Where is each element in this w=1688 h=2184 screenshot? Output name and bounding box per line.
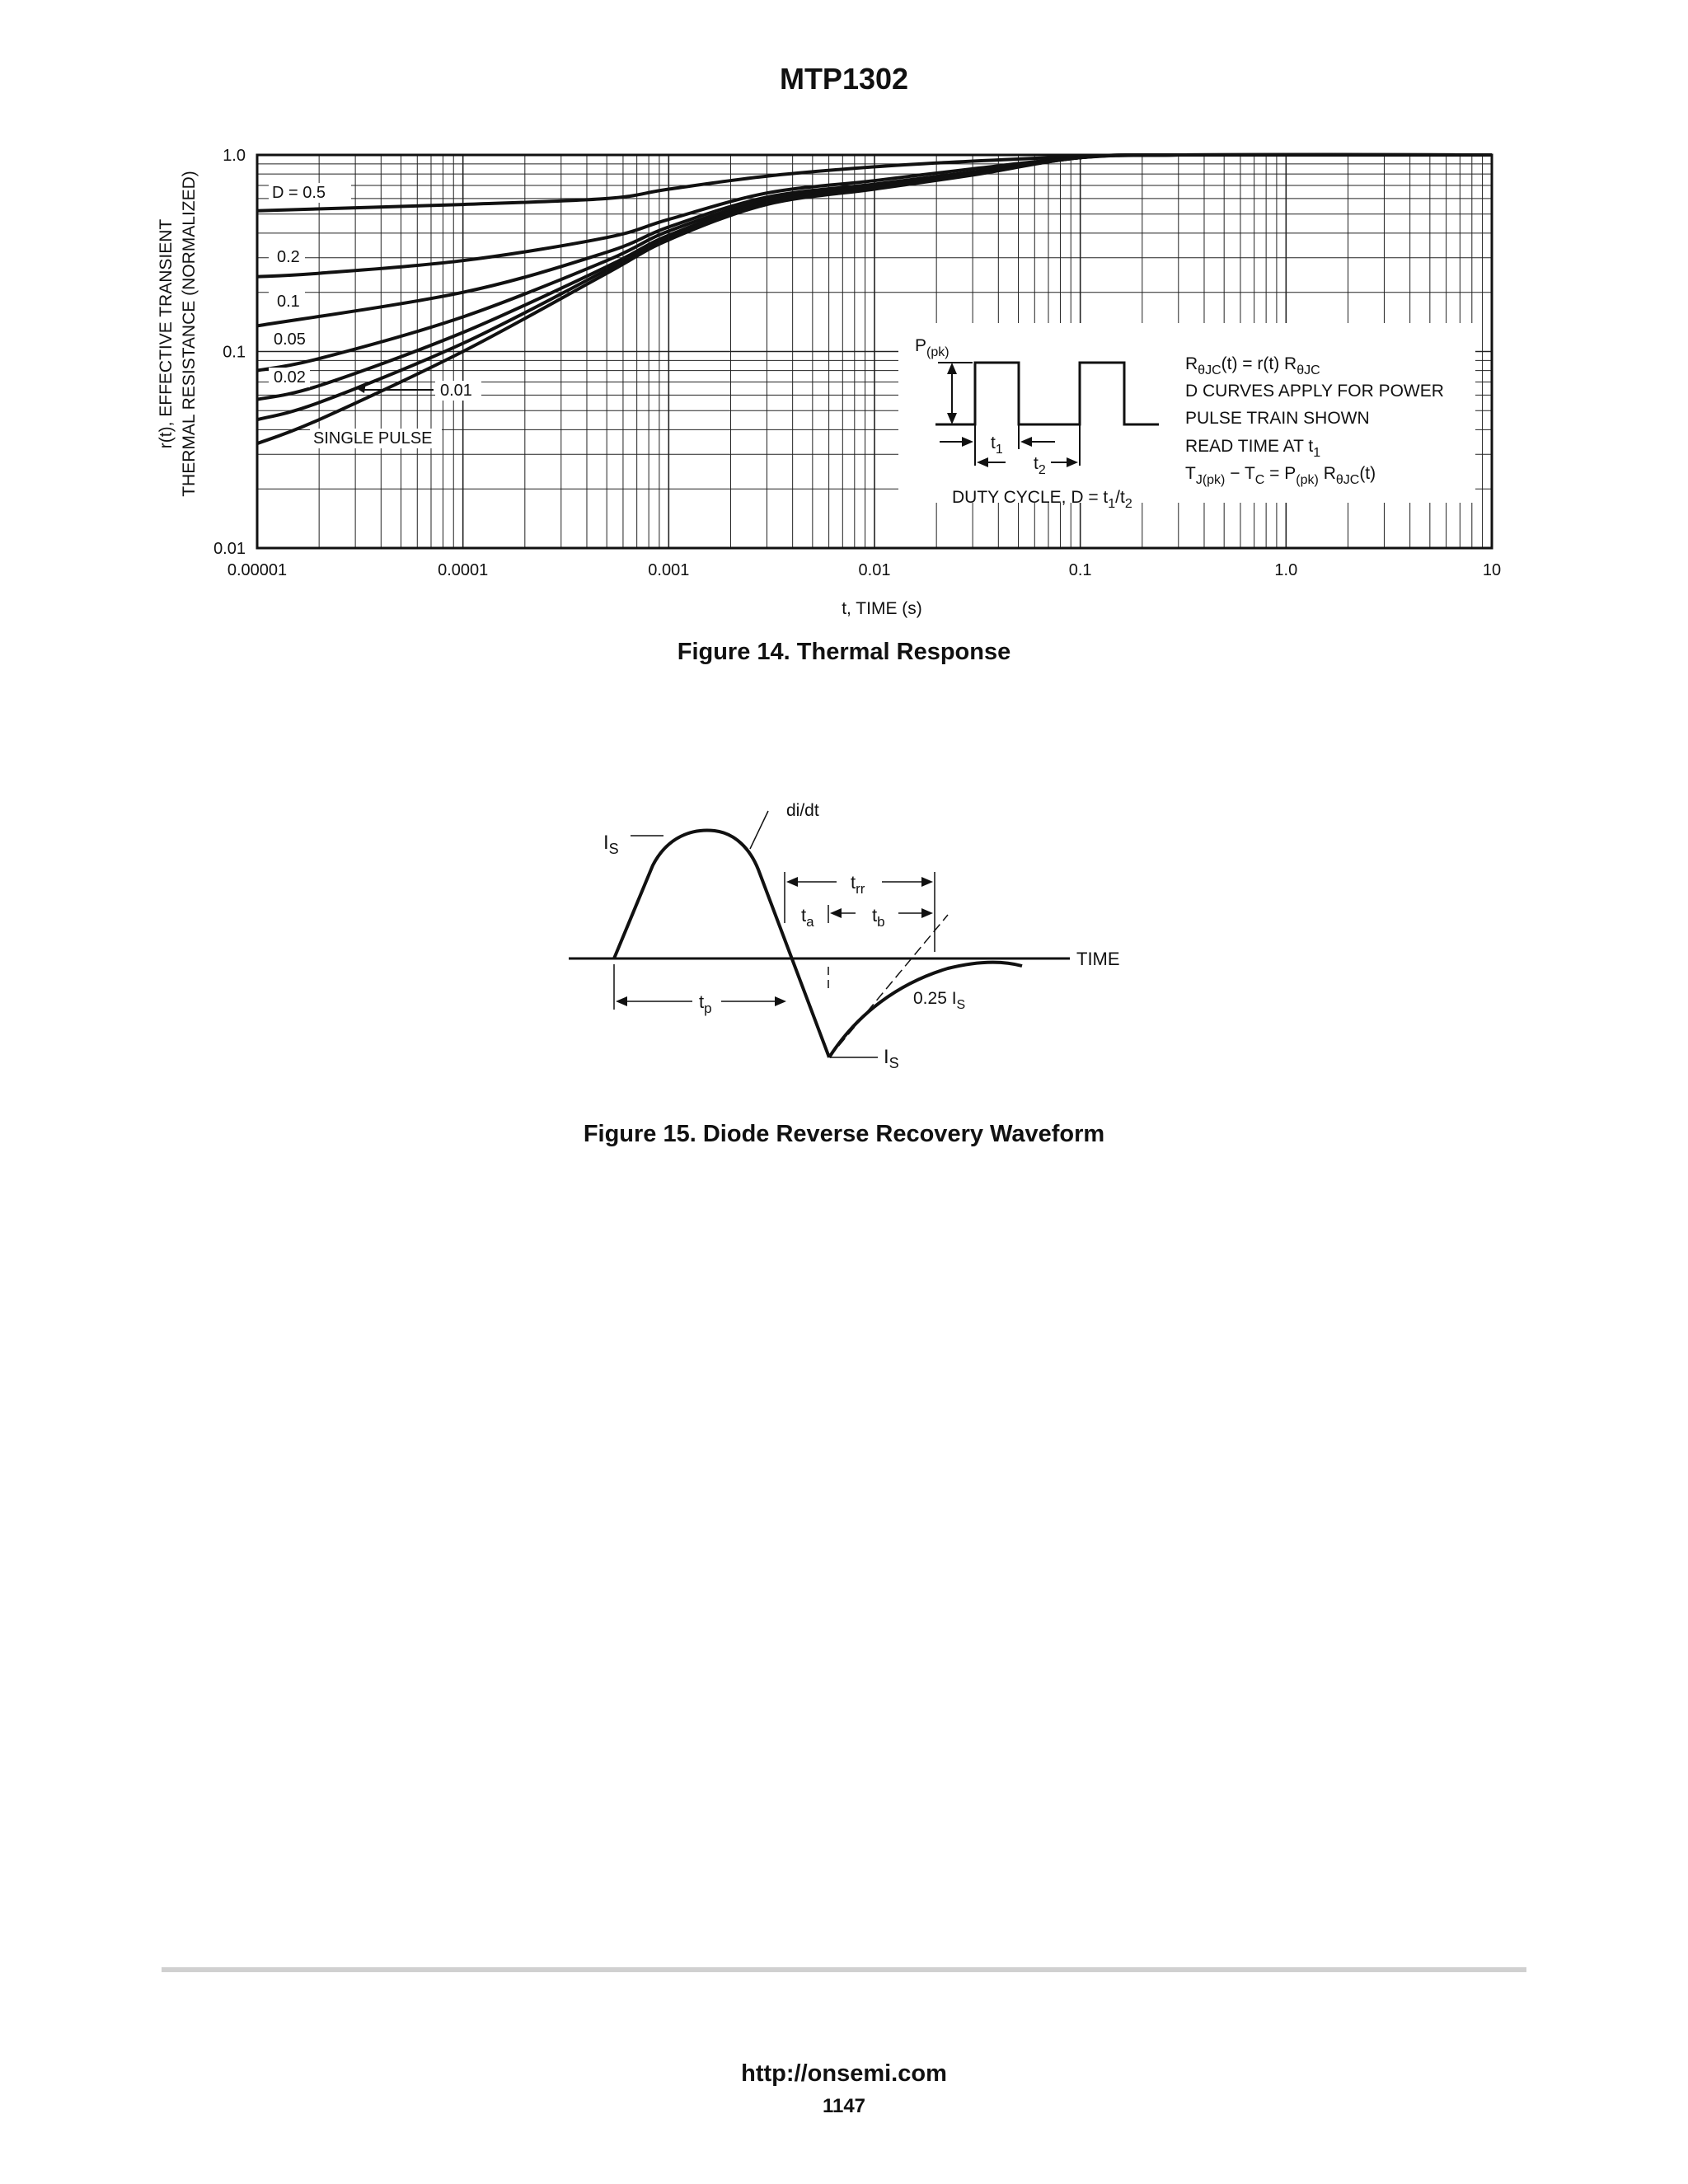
- svg-text:THERMAL RESISTANCE (NORMALIZED: THERMAL RESISTANCE (NORMALIZED): [180, 171, 199, 497]
- y-tick-label: 0.01: [213, 540, 246, 558]
- inset-duty-cycle: DUTY CYCLE, $D = t_1/t_2$: [952, 488, 1132, 511]
- y-tick-label: 1.0: [223, 147, 246, 165]
- x-tick-label: 0.0001: [438, 561, 489, 579]
- series-label-d01: 0.1: [277, 293, 300, 311]
- reverse-recovery-diagram: [552, 791, 1146, 1088]
- inset-line4: READ TIME AT $t_1$: [1185, 437, 1321, 460]
- tp-dimension: [614, 964, 781, 1010]
- quarter-is-label: 0.25 $I_S$: [913, 989, 966, 1012]
- arrow-left-icon: [786, 877, 798, 887]
- series-label-d02: 0.2: [277, 248, 300, 266]
- thermal-response-chart: [157, 140, 1525, 635]
- x-tick-label: 0.001: [648, 561, 690, 579]
- trr-label: $t_{rr}$: [851, 872, 865, 897]
- arrow-left-icon: [616, 996, 627, 1006]
- ta-label: $t_a$: [801, 905, 814, 930]
- y-axis-label: [157, 171, 199, 497]
- x-axis-label: t, TIME (s): [842, 599, 922, 618]
- inset-ppk-label: $P_{(pk)}$: [915, 336, 950, 359]
- arrow-right-icon: [775, 996, 786, 1006]
- page-number: 1147: [822, 2095, 866, 2117]
- time-label: TIME: [1076, 949, 1120, 969]
- arrow-left-icon: [830, 908, 842, 918]
- recovery-tangent: [829, 915, 948, 1057]
- inset-line5: $T_{J(pk)} - T_C = P_{(pk)}$ $R_{\theta JC}(t)$: [1185, 464, 1376, 487]
- didt-leader: [750, 811, 768, 849]
- arrow-right-icon: [921, 877, 933, 887]
- y-tick-label: 0.1: [223, 343, 246, 362]
- series-label-d002: 0.02: [274, 368, 306, 387]
- page-title: MTP1302: [779, 62, 909, 96]
- arrow-right-icon: [921, 908, 933, 918]
- figure15-caption: Figure 15. Diode Reverse Recovery Waveform: [583, 1121, 1105, 1147]
- series-label-d05: D = 0.5: [272, 184, 326, 202]
- x-tick-label: 1.0: [1274, 561, 1298, 579]
- inset-line1: $R_{\theta JC}(t) = r(t)$ $R_{\theta JC}$: [1185, 354, 1320, 377]
- series-label-d001: 0.01: [440, 382, 472, 400]
- tp-label: $t_p$: [699, 991, 712, 1016]
- chart-inset: [898, 323, 1475, 511]
- footer-divider: [162, 1967, 1526, 1972]
- d001-arrow-icon: [354, 382, 366, 393]
- tb-label: $t_b$: [872, 905, 885, 930]
- x-tick-label: 0.1: [1068, 561, 1092, 579]
- x-tick-label: 0.00001: [227, 561, 288, 579]
- inset-t1-label: $t_1$: [991, 434, 1003, 457]
- inset-line2: D CURVES APPLY FOR POWER: [1185, 382, 1444, 401]
- series-label-d005: 0.05: [274, 330, 306, 349]
- didt-label: di/dt: [786, 801, 819, 820]
- is-top-label: $I_S$: [603, 832, 619, 857]
- series-label-single-pulse: SINGLE PULSE: [313, 429, 433, 448]
- x-tick-label: 10: [1482, 561, 1502, 579]
- is-bottom-label: $I_S$: [884, 1046, 899, 1071]
- forward-current-waveform: [614, 830, 829, 1057]
- inset-t2-label: $t_2$: [1034, 454, 1046, 477]
- inset-line3: PULSE TRAIN SHOWN: [1185, 409, 1370, 428]
- x-tick-label: 0.01: [858, 561, 891, 579]
- figure14-caption: Figure 14. Thermal Response: [677, 639, 1011, 665]
- recovery-current-waveform: [829, 962, 1022, 1057]
- footer-url-link[interactable]: http://onsemi.com: [741, 2060, 947, 2087]
- svg-text:r(t), EFFECTIVE TRANSIENT: r(t), EFFECTIVE TRANSIENT: [157, 218, 176, 449]
